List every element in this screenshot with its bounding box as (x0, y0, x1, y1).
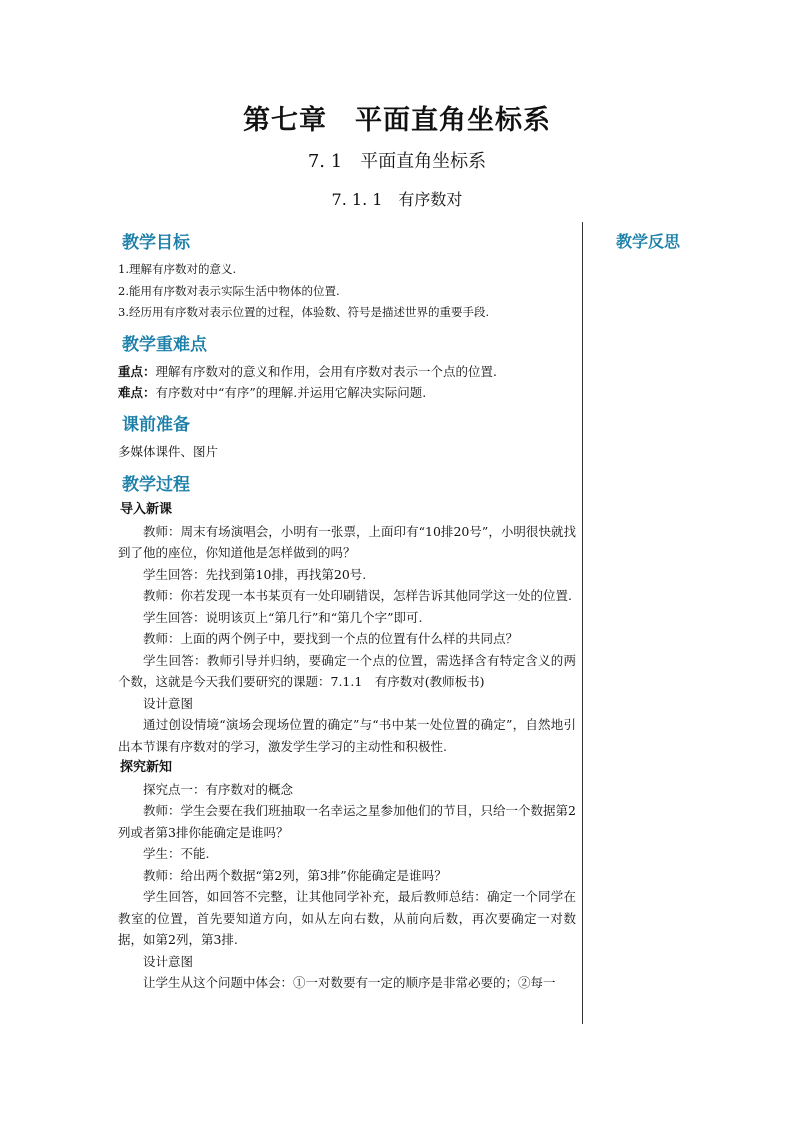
design-intent-label: 设计意图 (143, 953, 194, 969)
intro-paragraph: 通过创设情境“演场会现场位置的确定”与“书中某一处位置的确定”，自然地引出本节课有序数对的学习，激发学生学习的主动性和积极性. (118, 717, 576, 754)
chapter-title: 第七章 平面直角坐标系 (243, 105, 551, 136)
explore-paragraph: 教师：学生会要在我们班抽取一名幸运之星参加他们的节目，只给一个数据第2列或者第3排你能确定是谁吗？ (118, 803, 576, 840)
difficulty-line (118, 382, 576, 404)
column-divider (582, 222, 583, 1024)
intro-heading: 导入新课 (120, 502, 173, 517)
key-points-heading: 教学重难点 (122, 334, 207, 355)
subsection-title: 7. 1. 1 有序数对 (331, 190, 463, 209)
focus-text: 理解有序数对的意义和作用，会用有序数对表示一个点的位置. (155, 363, 497, 379)
intro-paragraph: 教师：你若发现一本书某页有一处印刷错误，怎样告诉其他同学这一处的位置. (143, 588, 572, 603)
prep-heading: 课前准备 (122, 414, 190, 435)
section-title: 7. 1 平面直角坐标系 (307, 151, 487, 172)
explore-heading: 探究新知 (120, 760, 173, 775)
explore-paragraph: 学生回答，如回答不完整，让其他同学补充，最后教师总结：确定一个同学在教室的位置，首先要知道方向，如从左向右数，从前向后数，再次要确定一对数据，如第2列，第3排. (118, 889, 576, 947)
goal-item-2: 2.能用有序数对表示实际生活中物体的位置. (118, 283, 340, 298)
intro-paragraph: 学生回答：说明该页上“第几行”和“第几个字”即可. (143, 609, 423, 625)
process-heading: 教学过程 (122, 475, 190, 495)
prep-text: 多媒体课件、图片 (118, 443, 219, 459)
main-content (118, 228, 576, 994)
difficulty-text: 有序数对中“有序”的理解.并运用它解决实际问题. (155, 385, 427, 400)
design-intent-label: 设计意图 (143, 695, 194, 711)
difficulty-label: 难点： (118, 385, 156, 400)
explore-paragraph: 探究点一：有序数对的概念 (143, 781, 294, 797)
explore-paragraph: 学生：不能. (143, 846, 210, 861)
intro-paragraph: 学生回答：先找到第10排，再找第20号. (143, 566, 367, 582)
goal-item-3: 3.经历用有序数对表示位置的过程，体验数、符号是描述世界的重要手段. (118, 305, 490, 319)
intro-paragraph: 教师：周末有场演唱会，小明有一张票，上面印有“10排20号”，小明很快就找到了他的座位，你知道他是怎样做到的吗？ (118, 523, 576, 560)
explore-paragraph: 让学生从这个问题中体会：①一对数要有一定的顺序是非常必要的；②每一 (143, 975, 556, 990)
intro-paragraph: 教师：上面的两个例子中，要找到一个点的位置有什么样的共同点？ (143, 631, 519, 646)
reflection-heading: 教学反思 (616, 232, 681, 251)
goals-heading: 教学目标 (122, 233, 190, 253)
explore-paragraph: 教师：给出两个数据“第2列，第3排”你能确定是谁吗？ (143, 867, 447, 883)
focus-label: 重点： (118, 363, 156, 379)
focus-line (118, 361, 576, 383)
intro-paragraph: 学生回答：教师引导并归纳，要确定一个点的位置，需选择含有特定含义的两个数，这就是今天我们要研究的课题：7.1.1 有序数对(教师板书) (118, 652, 576, 689)
goal-item-1: 1.理解有序数对的意义. (118, 262, 237, 276)
